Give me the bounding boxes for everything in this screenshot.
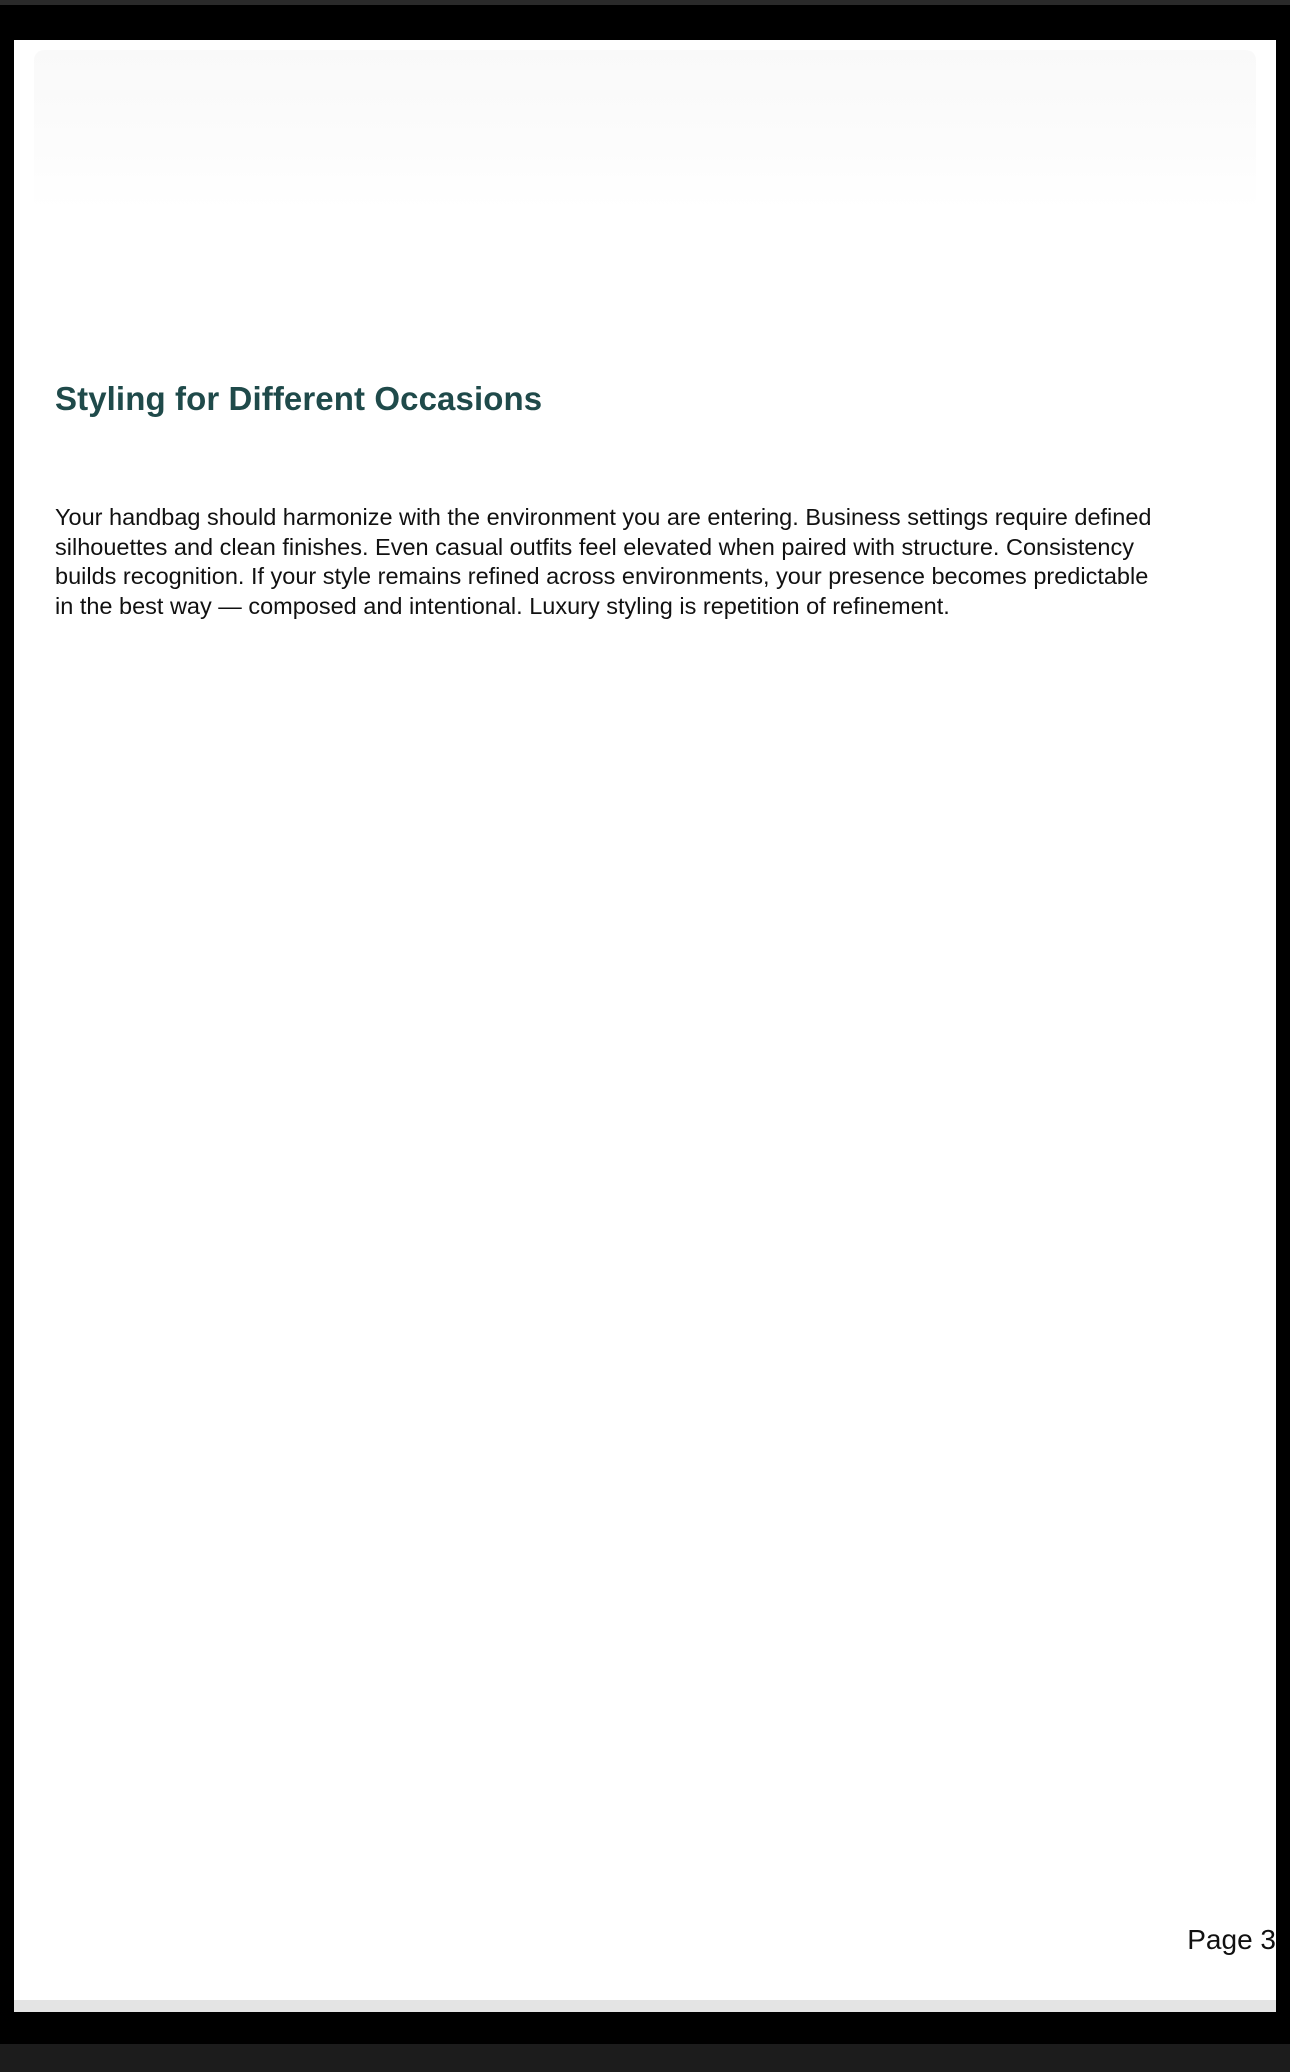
top-divider <box>0 0 1290 5</box>
document-page[interactable] <box>14 40 1276 2000</box>
page-heading: Styling for Different Occasions <box>55 380 543 417</box>
body-paragraph: Your handbag should harmonize with the environment you are entering. Business settings require defined silhouettes and clean finishes. Even casual outfits feel elevated when paired with structure. Consistency builds recognition. If your style remains refined across environments, your presence becomes predictable in the best way — composed and intentional. Luxury styling is repetition of refinement. <box>55 504 1152 619</box>
page-number: Page 3 <box>1187 1924 1276 1955</box>
page-header-shade <box>34 50 1256 210</box>
bottom-divider <box>0 2044 1290 2072</box>
page-bottom-edge <box>14 2000 1276 2012</box>
